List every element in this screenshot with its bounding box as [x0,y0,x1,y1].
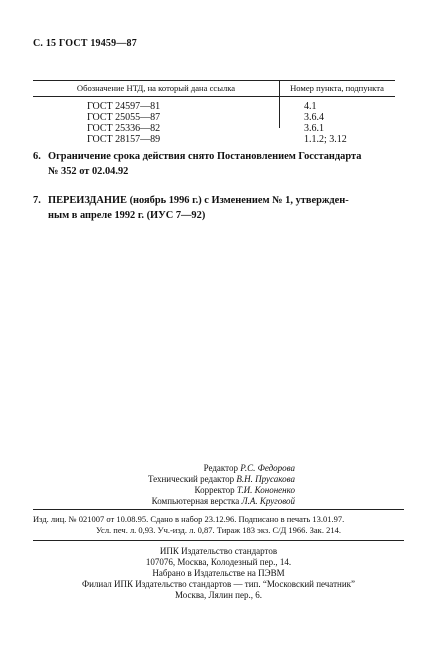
credit-role: Технический редактор [147,474,235,484]
publisher-address: 107076, Москва, Колодезный пер., 14. [145,557,292,567]
credit-line [33,496,295,507]
credit-role: Редактор [203,463,238,473]
publisher-line: Набрано в Издательстве на ПЭВМ [152,568,285,578]
credit-name: Т.И. Кононенко [236,485,295,495]
list-item [33,149,404,181]
list-item [33,193,404,225]
item-text-line: Ограничение срока действия снято Постановлением Госстандарта [48,151,362,162]
table-header-document: Обозначение НТД, на который дана ссылка [76,83,236,93]
imprint-line: Усл. печ. л. 0,93. Уч.-изд. л. 0,87. Тираж 183 экз. С/Д 1966. Зак. 214. [96,525,341,535]
credit-name: В.Н. Прусакова [236,474,295,484]
credit-line [33,474,295,485]
table-cell-document: ГОСТ 25336—82 [87,123,161,134]
table-top-rule [33,80,395,81]
table-cell-document: ГОСТ 25055—87 [87,112,161,123]
table-row [33,101,395,112]
credit-name: Л.А. Круговой [241,496,295,506]
item-text-line: ПЕРЕИЗДАНИЕ (ноябрь 1996 г.) с Изменением № 1, утвержден- [48,195,349,206]
imprint-bottom-rule [33,540,404,541]
imprint-line: Изд. лиц. № 021007 от 10.08.95. Сдано в набор 23.12.96. Подписано в печать 13.01.97. [33,514,345,524]
table-row [33,134,395,145]
table-cell-clause: 1.1.2; 3.12 [304,134,347,145]
publisher-branch: Филиал ИПК Издательство стандартов — тип. “Московский печатник” [81,579,356,589]
table-header-rule [33,96,395,97]
table-row [33,112,395,123]
credit-name: Р.С. Федорова [240,463,295,473]
table-header-clause: Номер пункта, подпункта [290,83,384,93]
table-cell-clause: 3.6.4 [304,112,324,123]
imprint-top-rule [33,509,404,510]
item-number: 7. [33,195,41,206]
credit-role: Корректор [194,485,235,495]
publisher-line: ИПК Издательство стандартов [159,546,278,556]
table-cell-clause: 3.6.1 [304,123,324,134]
item-text-line: ным в апреле 1992 г. (ИУС 7—92) [48,210,206,221]
table-cell-clause: 4.1 [304,101,317,112]
publisher-branch-address: Москва, Лялин пер., 6. [175,590,262,600]
item-number: 6. [33,151,41,162]
page-header: С. 15 ГОСТ 19459—87 [33,38,137,49]
item-text-line: № 352 от 02.04.92 [48,166,129,177]
credit-line [33,463,295,474]
credit-role: Компьютерная верстка [151,496,240,506]
table-cell-document: ГОСТ 24597—81 [87,101,161,112]
credit-line [33,485,295,496]
table-row [33,123,395,134]
credits-block [33,463,295,507]
table-cell-document: ГОСТ 28157—89 [87,134,161,145]
